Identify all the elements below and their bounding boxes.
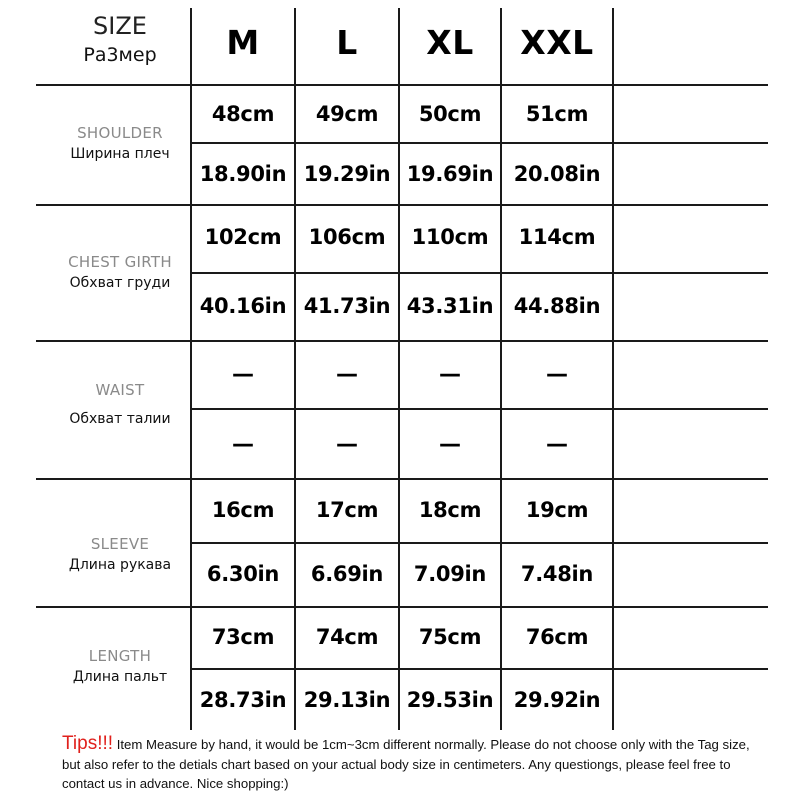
value-cell: 6.69in — [310, 562, 384, 586]
value-cell: 7.48in — [520, 562, 594, 586]
value-cell: 29.13in — [303, 688, 391, 712]
value-cell: 17cm — [315, 498, 379, 522]
label-en: SLEEVE — [90, 535, 150, 553]
grid-horizontal-line — [36, 340, 768, 342]
label-en: WAIST — [95, 381, 145, 399]
value-cell: 102cm — [204, 225, 282, 249]
row-label-waist — [40, 381, 200, 427]
label-en: SHOULDER — [77, 124, 163, 142]
value-cell: — — [546, 431, 568, 457]
value-cell: — — [232, 431, 254, 457]
value-cell: — — [439, 361, 461, 387]
value-cell: 44.88in — [513, 294, 601, 318]
value-cell: 19.29in — [303, 162, 391, 186]
value-cell: 50cm — [418, 102, 482, 126]
value-cell: 16cm — [211, 498, 275, 522]
value-cell: 6.30in — [206, 562, 280, 586]
value-cell: 73cm — [211, 625, 275, 649]
value-cell: 74cm — [315, 625, 379, 649]
value-cell: — — [336, 361, 358, 387]
value-cell: 29.92in — [513, 688, 601, 712]
row-label-chest — [40, 253, 200, 291]
value-cell: 114cm — [518, 225, 596, 249]
value-cell: 49cm — [315, 102, 379, 126]
value-cell: 19.69in — [406, 162, 494, 186]
value-cell: 41.73in — [303, 294, 391, 318]
label-ru: Ширина плеч — [70, 146, 170, 162]
row-label-sleeve — [40, 535, 200, 573]
value-cell: 110cm — [411, 225, 489, 249]
value-cell: 43.31in — [406, 294, 494, 318]
label-ru: Обхват талии — [69, 411, 171, 427]
value-cell: 76cm — [525, 625, 589, 649]
value-cell: 75cm — [418, 625, 482, 649]
size-heading-en: SIZE — [93, 12, 147, 40]
size-header-xl: XL — [426, 22, 474, 62]
value-cell: — — [546, 361, 568, 387]
size-header-m: M — [226, 22, 260, 62]
value-cell: 51cm — [525, 102, 589, 126]
value-cell: — — [336, 431, 358, 457]
grid-inner-line — [190, 142, 768, 144]
value-cell: 19cm — [525, 498, 589, 522]
row-label-shoulder — [40, 124, 200, 162]
grid-vertical-line — [612, 8, 614, 730]
grid-horizontal-line — [36, 84, 768, 86]
value-cell: 18.90in — [199, 162, 287, 186]
value-cell: 7.09in — [413, 562, 487, 586]
size-heading-ru: Ра3мер — [83, 44, 157, 66]
size-header-l: L — [336, 22, 358, 62]
value-cell: 18cm — [418, 498, 482, 522]
tips-note — [62, 734, 752, 794]
grid-inner-line — [190, 408, 768, 410]
value-cell: 48cm — [211, 102, 275, 126]
label-ru: Длина рукава — [68, 557, 172, 573]
label-ru: Обхват груди — [69, 275, 171, 291]
value-cell: — — [232, 361, 254, 387]
value-cell: 28.73in — [199, 688, 287, 712]
size-header-xxl: XXL — [520, 22, 594, 62]
value-cell: 40.16in — [199, 294, 287, 318]
row-label-length — [40, 647, 200, 685]
label-ru: Длина пальт — [72, 669, 168, 685]
tips-text: Item Measure by hand, it would be 1cm~3cm different normally. Please do not choose only with the Tag size, but also refer to the detials chart based on your actual body size in centimeters. Any questiongs, please feel free to contact us in advance. Nice shopping:) — [62, 737, 750, 791]
value-cell: 29.53in — [406, 688, 494, 712]
label-en: LENGTH — [88, 647, 152, 665]
label-en: CHEST GIRTH — [68, 253, 172, 271]
value-cell: 20.08in — [513, 162, 601, 186]
tips-label: Tips!!! — [62, 733, 114, 754]
value-cell: — — [439, 431, 461, 457]
value-cell: 106cm — [308, 225, 386, 249]
